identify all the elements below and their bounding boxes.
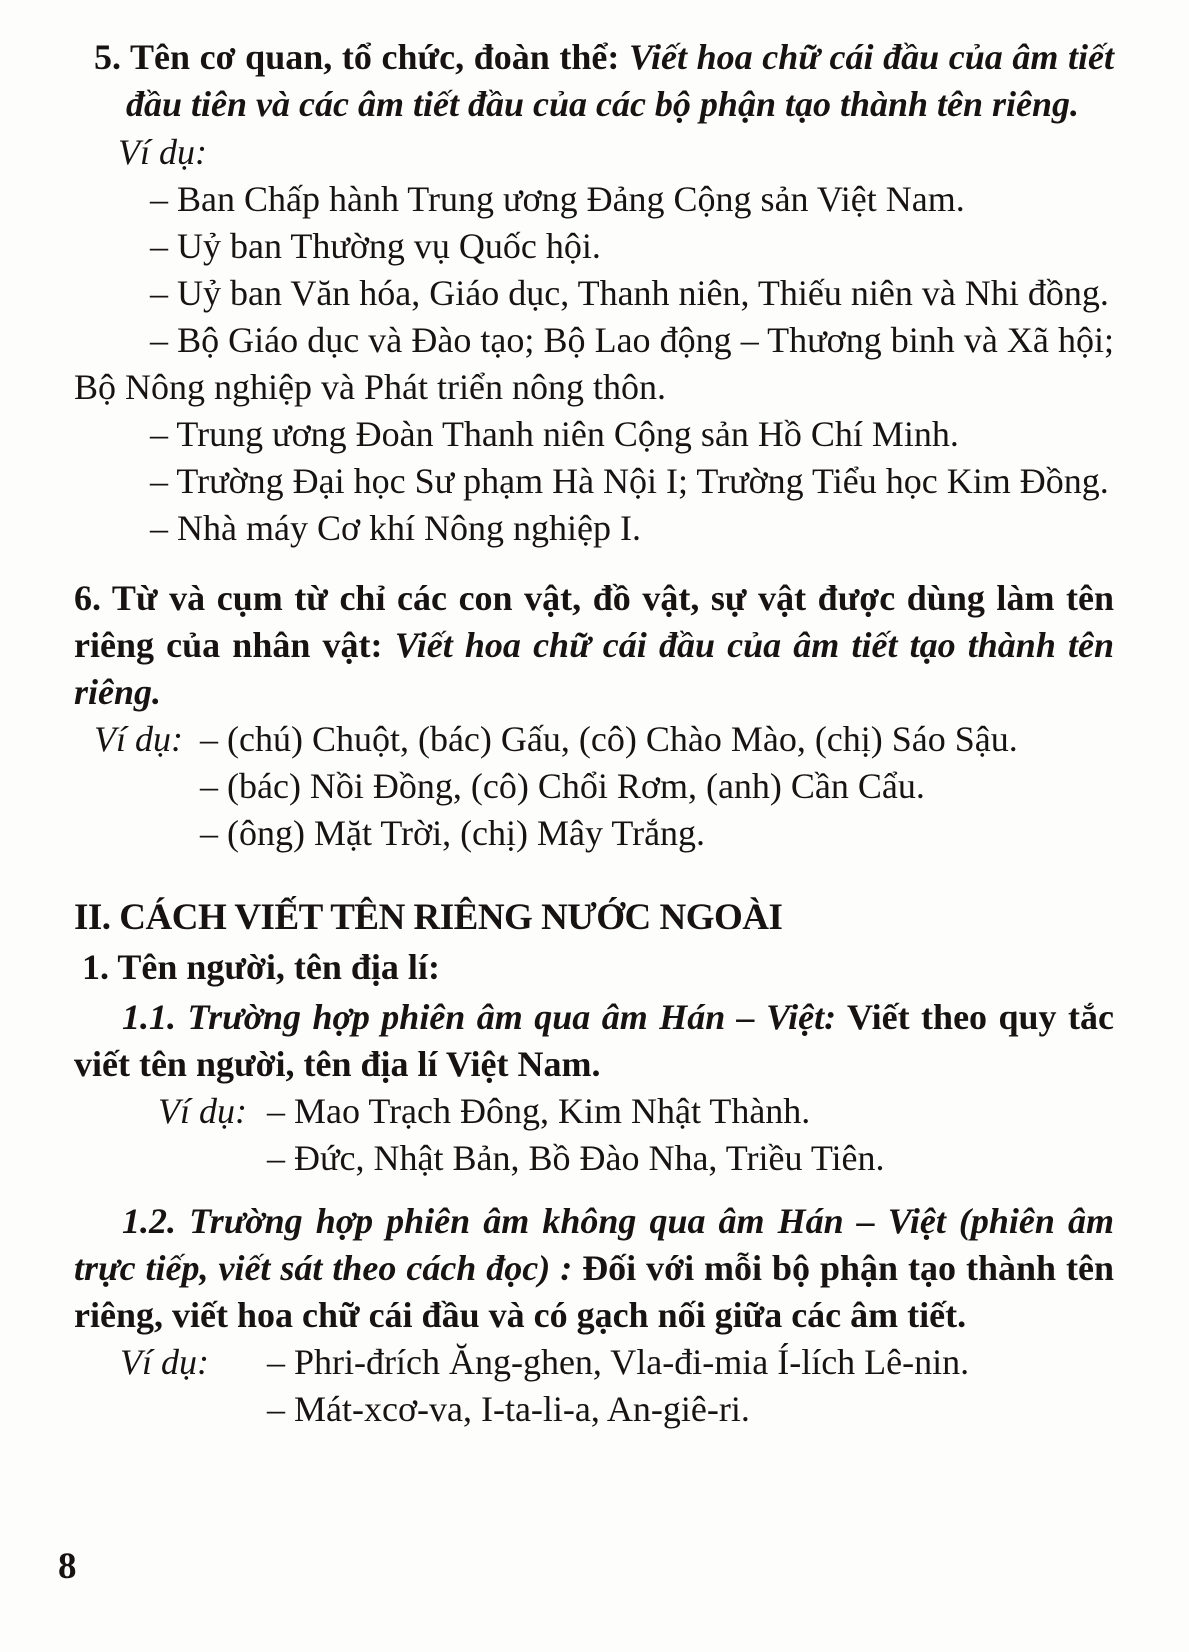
section5-heading [74,34,1114,128]
example-item: – Trường Đại học Sư phạm Hà Nội I; Trường Tiểu học Kim Đồng. [150,461,1109,501]
example-item: – Nhà máy Cơ khí Nông nghiệp I. [150,508,641,548]
part2-heading: II. CÁCH VIẾT TÊN RIÊNG NƯỚC NGOÀI [74,897,783,938]
example-item: – (ông) Mặt Trời, (chị) Mây Trắng. [200,813,706,853]
example-item: – Mao Trạch Đông, Kim Nhật Thành. [267,1091,811,1131]
section5-example-label: Ví dụ: [118,132,207,172]
example-item: – Bộ Giáo dục và Đào tạo; Bộ Lao động – Thương binh và Xã hội; Bộ Nông nghiệp và Phát triển nông thôn. [74,320,1114,407]
part2-subheading: 1. Tên người, tên địa lí: [82,947,440,987]
rule-1-1-heading [74,994,1114,1088]
example-item: – Phri-đrích Ăng-ghen, Vla-đi-mia Í-lích Lê-nin. [267,1342,970,1382]
rule-1-1-lead: 1.1. Trường hợp phiên âm qua âm Hán – Việt: [122,997,837,1037]
rule-1-1-example-items [267,1088,1114,1182]
rule-1-2-lead: 1.2. Trường hợp phiên âm không qua âm Hán – Việt (phiên âm trực tiếp, viết sát theo cách đọc) : [74,1201,1114,1288]
rule-1-1-body: Viết theo quy tắc viết tên người, tên địa lí Việt Nam. [74,997,1114,1084]
section6-heading [74,575,1114,716]
section6-example-group [74,716,1114,857]
page-number: 8 [58,1546,77,1587]
rule-1-1-example-group [74,1088,1114,1182]
rule-1-2-example-label: Ví dụ: [120,1342,209,1382]
example-item: – Uỷ ban Thường vụ Quốc hội. [150,226,601,266]
rule-1-1-example-label: Ví dụ: [158,1091,247,1131]
section6-example-items [200,716,1114,857]
example-item: – (bác) Nồi Đồng, (cô) Chổi Rơm, (anh) Cần Cẩu. [200,766,925,806]
section5-heading-lead: 5. Tên cơ quan, tổ chức, đoàn thể: [94,37,620,77]
rule-1-2-example-group [74,1339,1114,1433]
rule-1-2-body: Đối với mỗi bộ phận tạo thành tên riêng, viết hoa chữ cái đầu và có gạch nối giữa các âm tiết. [74,1248,1114,1335]
example-item: – Ban Chấp hành Trung ương Đảng Cộng sản Việt Nam. [150,179,965,219]
example-item: – Uỷ ban Văn hóa, Giáo dục, Thanh niên, Thiếu niên và Nhi đồng. [150,273,1109,313]
example-item: – (chú) Chuột, (bác) Gấu, (cô) Chào Mào, (chị) Sáo Sậu. [200,719,1018,759]
rule-1-2-example-items [267,1339,1114,1433]
example-item: – Trung ương Đoàn Thanh niên Cộng sản Hồ Chí Minh. [150,414,959,454]
section5-heading-rule: Viết hoa chữ cái đầu của âm tiết đầu tiên và các âm tiết đầu của các bộ phận tạo thành tên riêng. [126,37,1115,124]
example-item: – Mát-xcơ-va, I-ta-li-a, An-giê-ri. [267,1389,750,1429]
section6-heading-lead: 6. Từ và cụm từ chỉ các con vật, đồ vật, sự vật được dùng làm tên riêng của nhân vật: [74,578,1114,665]
page-content [74,34,1114,1433]
rule-1-2-heading [74,1198,1114,1339]
section6-example-label: Ví dụ: [94,719,183,759]
section6-heading-rule: Viết hoa chữ cái đầu của âm tiết tạo thành tên riêng. [74,625,1115,712]
example-item: – Đức, Nhật Bản, Bồ Đào Nha, Triều Tiên. [267,1138,885,1178]
